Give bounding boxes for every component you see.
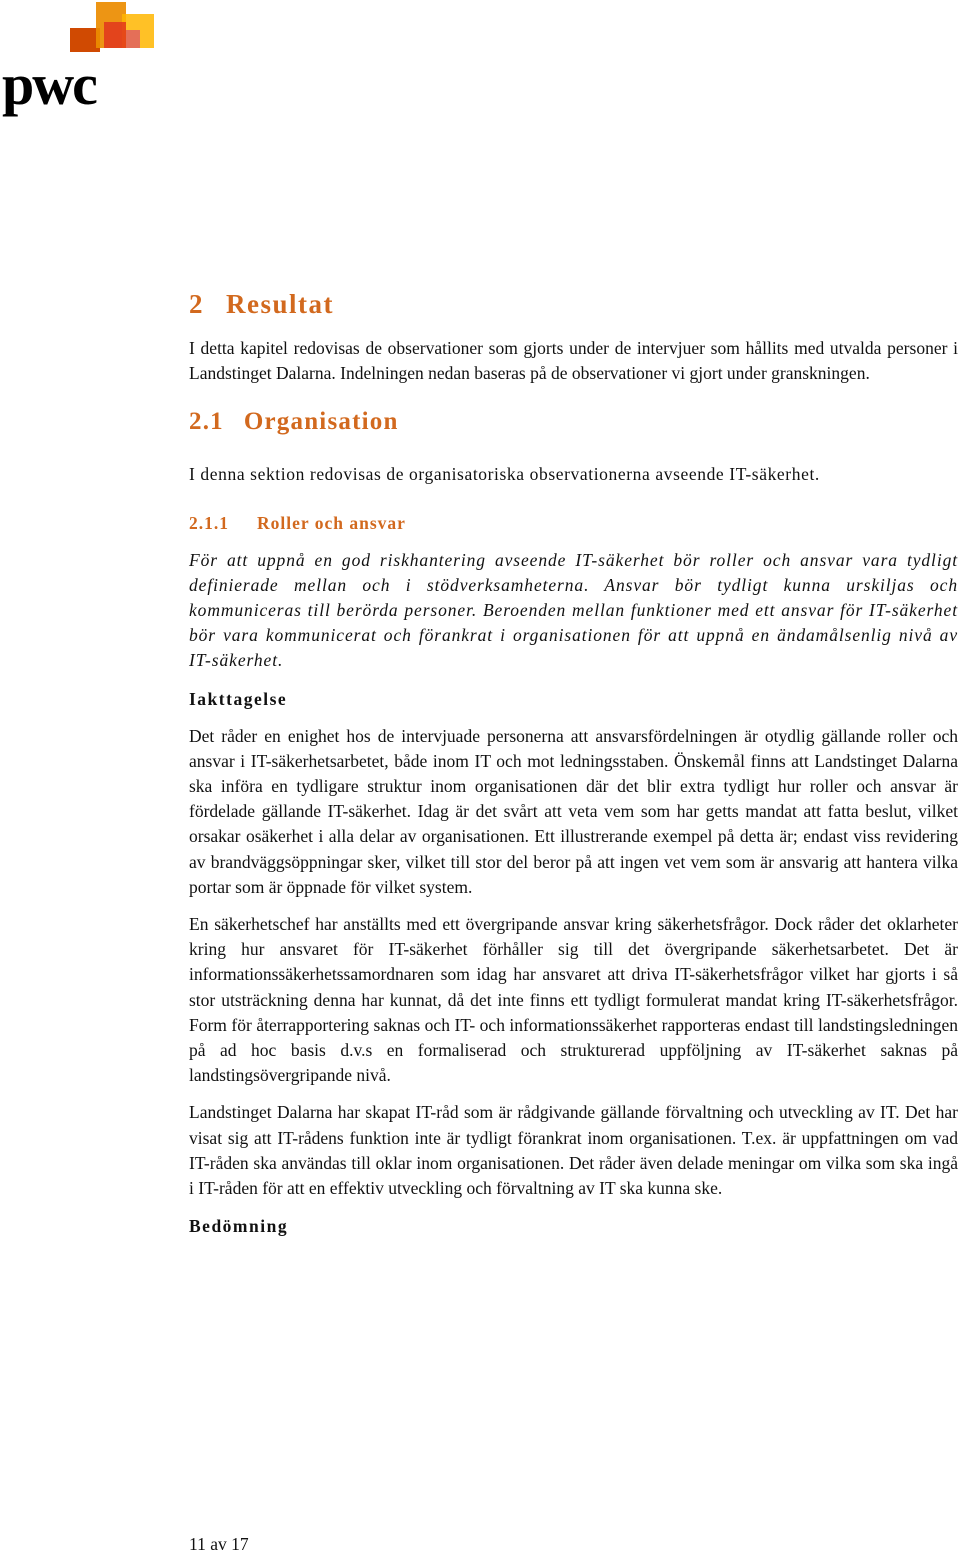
logo-block-red [70,28,100,52]
subsubsection-number: 2.1.1 [189,512,229,533]
observation-heading: Iakttagelse [189,688,288,709]
pwc-logo [0,0,160,120]
page-number: 11 av 17 [189,1534,249,1554]
logo-block-pink [126,30,140,48]
subsection-title: Organisation [243,408,399,436]
section-intro: I detta kapitel redovisas de observationer som gjorts under de intervjuer som hållits med utvalda personer i Landstinget Dalarna. Indelningen nedan baseras på de observationer vi gjort under granskningen. [189,338,958,384]
section-title: Resultat [226,289,334,319]
observation-paragraph: Landstinget Dalarna har skapat IT-råd som är rådgivande gällande förvaltning och utveckling av IT. Det har visat sig att IT-rådens funktion inte är tydligt förankrat inom organisationen. T.ex. är uppfattningen om vad IT-råden ska användas till oklar inom organisationen. Det råder även delade meningar om vilka som ska ingå i IT-råden för att en effektiv utveckling och förvaltning av IT ska kunna ske. [189,1102,958,1199]
section-heading [189,284,958,324]
subsection-intro: I denna sektion redovisas de organisatoriska observationerna avseende IT-säkerhet. [189,464,820,485]
observation-paragraph: En säkerhetschef har anställts med ett övergripande ansvar kring säkerhetsfrågor. Dock råder det oklarheter kring hur ansvaret för IT-säkerhet förhåller sig till det övergripande säkerhetsarbetet. Det är informationssäkerhetssamordnaren som idag har ansvaret att driva IT-säkerhetsfrågor vilket har gjorts i så stor utsträckning denna har kunnat, då det inte finns ett tydligt formulerat mandat kring IT-säkerhetsfrågor. Form för återrapportering saknas och IT- och informationssäkerhet rapporteras endast till landstingsledningen på ad hoc basis d.v.s en formaliserad och strukturerad uppföljning av IT-säkerhet saknas på landstingsövergripande nivå. [189,914,958,1086]
observation-paragraph: Det råder en enighet hos de intervjuade personerna att ansvarsfördelningen är otydlig gällande roller och ansvar i IT-säkerhetsarbetet, både inom IT och mot ledningsstaben. Önskemål finns att Landstinget Dalarna ska införa en tydligare struktur inom organisationen där det blir extra tydligt hur roller och ansvar är fördelade gällande IT-säkerhet. Idag är det svårt att veta vem som har getts mandat att fatta beslut, vilket orsakar osäkerhet i alla delar av organisationen. Ett illustrerande exempel på detta är; endast viss revidering av brandväggsöppningar sker, vilket till stor del beror på att ingen vet vem som är ansvarig att hantera vilka portar som är öppnade för vilket system. [189,725,958,897]
criteria-text: För att uppnå en god riskhantering avseende IT-säkerhet bör roller och ansvar vara tydligt definierade mellan och i stödverksamheterna. Ansvar bör tydligt kunna urskiljas och kommuniceras till berörda personer. Beroenden mellan funktioner med ett ansvar för IT-säkerhet bör vara kommunicerat och förankrat i organisationen för att uppnå en ändamålsenlig nivå av IT-säkerhet. [189,549,958,671]
logo-block-rose [104,22,126,48]
document-body [189,284,958,1239]
subsection-number: 2.1 [189,408,224,436]
section-number: 2 [189,289,204,319]
subsection-heading [189,404,958,440]
assessment-heading: Bedömning [189,1216,289,1237]
subsubsection-heading [189,510,958,536]
logo-text: pwc [2,52,96,117]
subsubsection-title: Roller och ansvar [257,512,406,533]
